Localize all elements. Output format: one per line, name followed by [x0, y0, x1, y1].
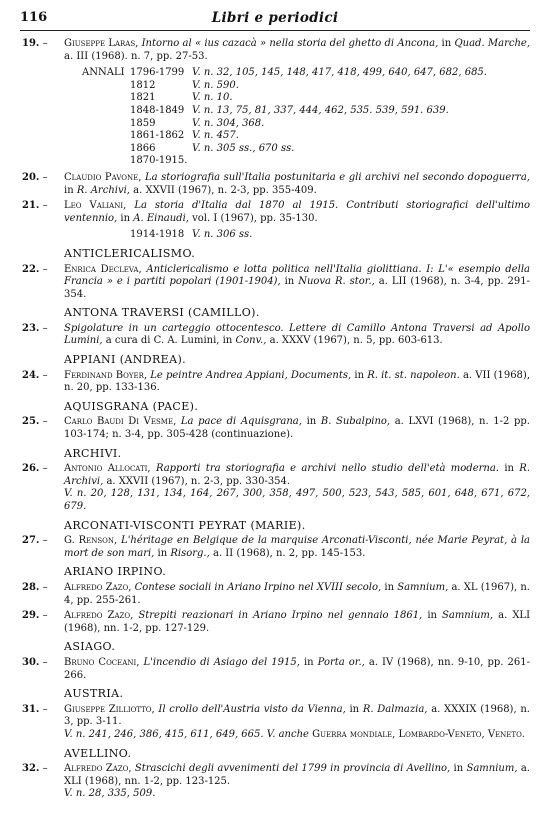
entry-journal: Samnium,: [397, 581, 449, 593]
page-body: [20, 38, 530, 804]
entry-journal: Samnium,: [442, 610, 494, 622]
entry-author: Leo Valiani,: [64, 200, 127, 212]
entry-31: [20, 704, 530, 742]
entry-author: Bruno Coceani,: [64, 656, 140, 668]
entry-in: in: [306, 416, 317, 428]
entry-author: Ferdinand Boyer,: [64, 369, 148, 381]
section-heading: ARIANO IRPINO.: [64, 565, 167, 579]
entry-number: 28. –: [22, 582, 48, 595]
annali-row: [130, 229, 530, 242]
entry-25: [20, 416, 530, 441]
annali-year: 1866: [130, 142, 156, 154]
entry-30: [20, 657, 530, 682]
page-number: 116: [20, 10, 48, 25]
section-heading: ANTICLERICALISMO.: [64, 246, 196, 260]
entry-author: Antonio Allocati,: [64, 463, 151, 475]
see-also-refs: V. n. 20, 128, 131, 134, 164, 267, 300, 358, 497, 500, 523, 543, 585, 601, 648, 671, 672, 679.: [64, 488, 530, 512]
entry-journal: R. it. st. napoleon.: [367, 369, 460, 381]
entry-number: 25. –: [22, 416, 48, 429]
entry-number: 31. –: [22, 704, 48, 717]
entry-number: 30. –: [22, 657, 48, 670]
annali-refs: V. n. 32, 105, 145, 148, 417, 418, 499, 640, 647, 682, 685.: [192, 67, 487, 79]
entry-number: 32. –: [22, 763, 48, 776]
annali-year: 1914-1918: [130, 229, 185, 241]
entry-in: in: [441, 38, 452, 49]
entry-citation: a. XXVII (1967), n. 2-3, pp. 355-409.: [133, 184, 317, 196]
entry-title: Il crollo dell'Austria visto da Vienna,: [158, 703, 346, 715]
entry-citation: a. LXVI (1968), n. 1-2 pp. 103-174; n. 3-4, pp. 305-428 (continuazione).: [64, 416, 530, 441]
entry-title: La storia d'Italia dal 1870 al 1915. Contributi storiografici dell'ultimo ventennio,: [64, 200, 530, 224]
entry-title: Contese sociali in Ariano Irpino nel XVIII secolo,: [134, 581, 382, 593]
see-also-refs: V. n. 28, 335, 509.: [64, 788, 156, 800]
entry-citation: a. III (1968). n. 7, pp. 27-53.: [64, 50, 208, 62]
entry-journal: Samnium,: [466, 763, 518, 775]
entry-citation: a. LII (1968), n. 3-4, pp. 291-354.: [64, 276, 530, 300]
entry-author: Carlo Baudi Di Vesme,: [64, 416, 177, 428]
entry-number: 29. –: [22, 610, 48, 623]
entry-number: 22. –: [22, 264, 48, 277]
entry-in: in: [427, 610, 437, 622]
entry-in: in: [354, 369, 365, 381]
annali-block: [82, 67, 530, 168]
entry-author: Claudio Pavone,: [64, 171, 142, 183]
entry-citation: a. VII (1968), n. 20, pp. 133-136.: [64, 369, 531, 394]
annali-year: 1848-1849: [130, 104, 185, 116]
entry-author: Alfredo Zazo,: [64, 610, 134, 622]
entry-citation: a. XXXV (1967), n. 5, pp. 603-613.: [269, 335, 443, 347]
entry-title: Intorno al « ius cazacà » nella storia del ghetto di Ancona,: [141, 38, 439, 49]
annali-label: ANNALI: [82, 67, 125, 79]
entry-number: 26. –: [22, 463, 48, 476]
annali-refs: V. n. 457.: [192, 130, 239, 142]
entry-number: 23. –: [22, 323, 48, 336]
section-heading: ARCONATI-VISCONTI PEYRAT (MARIE).: [64, 518, 306, 532]
annali-row: [130, 92, 530, 105]
entry-title: Anticlericalismo e lotta politica nell'Italia giolittiana. I: L'« esempio della Francia » e i partiti popolari (1901-1904),: [64, 263, 530, 288]
entry-22: [20, 264, 530, 302]
entry-journal: A. Einaudi,: [133, 212, 189, 224]
entry-citation: a. XXVII (1967), n. 2-3, pp. 330-354.: [106, 475, 291, 487]
entry-in: a cura di C. A. Lumini, in: [105, 335, 233, 347]
entry-title: Strascichi degli avvenimenti del 1799 in provincia di Avellino,: [134, 763, 451, 775]
annali-row: [130, 155, 530, 168]
annali-row: [130, 105, 530, 118]
annali-year: 1870-1915.: [130, 155, 188, 167]
entry-journal: Risorg.,: [170, 547, 210, 559]
entry-citation: a. XXXIX (1968), n. 3, pp. 3-11.: [64, 703, 530, 728]
entry-citation: a. II (1968), n. 2, pp. 145-153.: [212, 547, 366, 559]
entry-24: [20, 370, 530, 395]
annali-year: 1796-1799: [130, 67, 185, 79]
entry-29: [20, 610, 530, 635]
entry-title: Strepiti reazionari in Ariano Irpino nel gennaio 1861,: [138, 610, 423, 622]
annali-refs: V. n. 305 ss., 670 ss.: [192, 142, 295, 154]
entry-title: Rapporti tra storiografia e archivi nello studio dell'età moderna.: [155, 463, 499, 475]
section-heading: ARCHIVI.: [64, 446, 122, 460]
section-heading: AUSTRIA.: [64, 687, 124, 701]
entry-in: in: [284, 276, 295, 288]
entry-number: 20. –: [22, 172, 48, 185]
entry-27: [20, 535, 530, 560]
running-header: [20, 12, 530, 31]
entry-title: L'héritage en Belgique de la marquise Arconati-Visconti, née Marie Peyrat, à la mort de son mari,: [64, 535, 530, 559]
see-also-refs: V. n. 241, 246, 386, 415, 611, 649, 665. V. anche: [64, 728, 309, 740]
entry-citation: a. XLI (1968), nn. 1-2, pp. 127-129.: [64, 610, 531, 634]
entry-journal: B. Subalpino,: [320, 416, 391, 428]
annali-year: 1861-1862: [130, 130, 185, 142]
running-title: Libri e periodici: [211, 10, 339, 26]
annali-extra: [82, 229, 530, 242]
entry-author: Alfredo Zazo,: [64, 763, 132, 775]
annali-row: [130, 130, 530, 143]
section-heading: ANTONA TRAVERSI (CAMILLO).: [64, 306, 260, 320]
entry-20: [20, 172, 530, 197]
entry-journal: Conv.,: [235, 335, 267, 347]
entry-journal: R. Archivi,: [76, 184, 130, 196]
entry-citation: a. IV (1968), nn. 9-10, pp. 261-266.: [64, 656, 530, 681]
entry-in: in: [453, 763, 464, 775]
entry-in: in: [504, 463, 514, 475]
entry-journal: R. Archivi,: [64, 463, 531, 487]
entry-title: L'incendio di Asiago del 1915,: [143, 656, 300, 668]
entry-citation: a. XLI (1968), nn. 1-2, pp. 123-125.: [64, 763, 530, 787]
see-also-topics: Guerra mondiale, Lombardo-Veneto, Veneto.: [312, 728, 525, 740]
entry-title: Le peintre Andrea Appiani, Documents,: [150, 369, 352, 381]
entry-19: [20, 38, 530, 63]
entry-author: Giuseppe Zilliotto,: [64, 703, 155, 715]
entry-32: [20, 763, 530, 801]
annali-refs: V. n. 306 ss.: [192, 229, 253, 241]
entry-title: La pace di Aquisgrana,: [180, 416, 302, 428]
entry-number: 24. –: [22, 370, 48, 383]
entry-number: 27. –: [22, 535, 48, 548]
annali-row: [130, 143, 530, 156]
entry-citation: vol. I (1967), pp. 35-130.: [192, 212, 318, 224]
annali-row: [130, 80, 530, 93]
entry-in: in: [64, 184, 74, 196]
annali-refs: V. n. 590.: [192, 79, 239, 91]
annali-refs: V. n. 10.: [192, 92, 233, 104]
annali-year: 1821: [130, 92, 156, 104]
entry-in: in: [120, 212, 131, 224]
entry-number: 19. –: [22, 38, 48, 51]
annali-refs: V. n. 13, 75, 81, 337, 444, 462, 535. 539, 591. 639.: [192, 104, 449, 116]
entry-title: La storiografia sull'Italia postunitaria e gli archivi nel secondo dopoguerra,: [144, 171, 530, 183]
annali-year: 1812: [130, 79, 156, 91]
entry-author: Alfredo Zazo,: [64, 581, 132, 593]
entry-in: in: [303, 656, 314, 668]
entry-number: 21. –: [22, 200, 48, 213]
entry-citation: a. XL (1967), n. 4, pp. 255-261.: [64, 581, 530, 606]
annali-row: [82, 67, 530, 80]
entry-21: [20, 200, 530, 225]
annali-refs: V. n. 304, 368.: [192, 117, 265, 129]
entry-26: [20, 463, 530, 513]
entry-author: Giuseppe Laras,: [64, 38, 139, 49]
entry-in: in: [157, 547, 168, 559]
entry-author: Enrica Decleva,: [64, 263, 142, 275]
entry-journal: Porta or.,: [317, 656, 365, 668]
section-heading: ASIAGO.: [64, 640, 116, 654]
entry-journal: R. Dalmazia,: [362, 703, 428, 715]
section-heading: AVELLINO.: [64, 746, 132, 760]
entry-in: in: [349, 703, 360, 715]
entry-in: in: [384, 581, 395, 593]
entry-journal: Quad. Marche,: [454, 38, 530, 49]
entry-author: G. Renson,: [64, 535, 118, 547]
entry-23: [20, 323, 530, 348]
entry-journal: Nuova R. stor.,: [298, 276, 375, 288]
section-heading: AQUISGRANA (PACE).: [64, 399, 199, 413]
entry-28: [20, 582, 530, 607]
section-heading: APPIANI (ANDREA).: [64, 353, 187, 367]
annali-row: [130, 118, 530, 131]
annali-year: 1859: [130, 117, 156, 129]
entry-title: Spigolature in un carteggio ottocentesco. Lettere di Camillo Antona Traversi ad Apollo Lumini,: [64, 322, 530, 347]
